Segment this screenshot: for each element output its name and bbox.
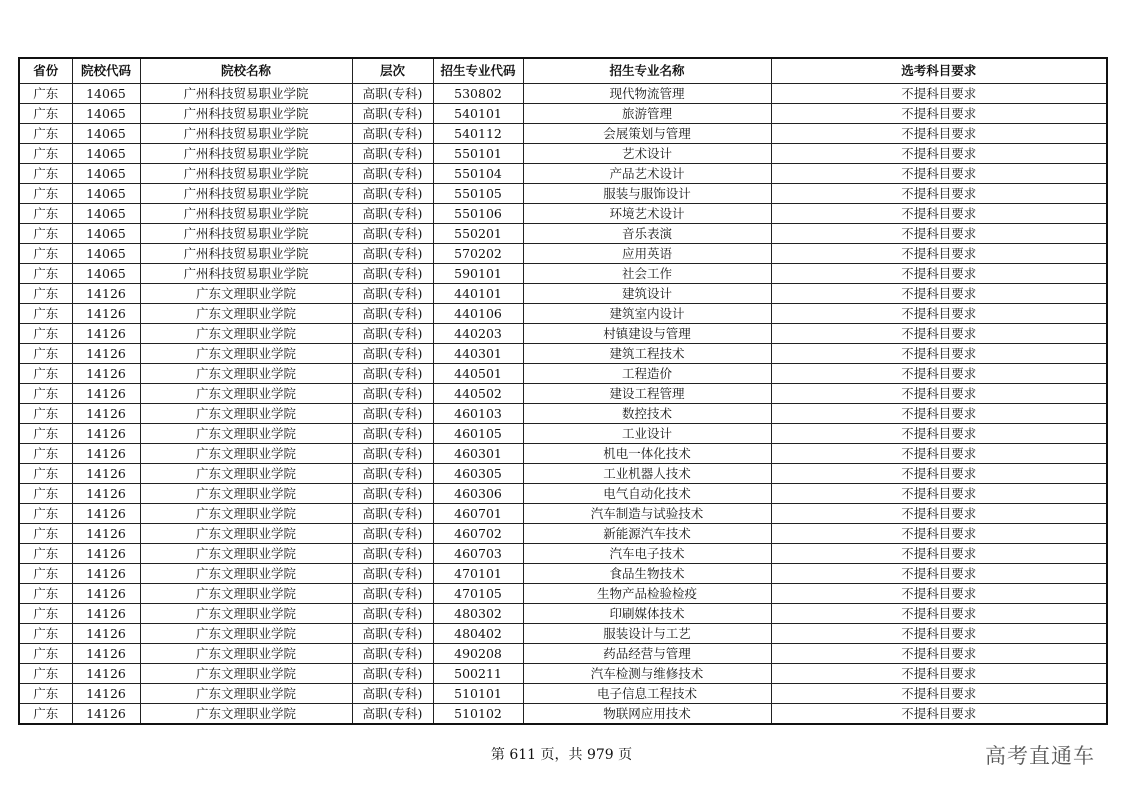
cell-school-name: 广东文理职业学院 (140, 364, 352, 384)
cell-school-code: 14065 (72, 224, 140, 244)
cell-major-name: 印刷媒体技术 (523, 604, 771, 624)
cell-school-code: 14126 (72, 464, 140, 484)
cell-major-name: 药品经营与管理 (523, 644, 771, 664)
cell-major-name: 物联网应用技术 (523, 704, 771, 725)
cell-school-code: 14126 (72, 564, 140, 584)
table-row (19, 224, 1107, 244)
cell-major-code: 470105 (433, 584, 523, 604)
cell-province: 广东 (19, 604, 72, 624)
cell-major-name: 应用英语 (523, 244, 771, 264)
cell-province: 广东 (19, 664, 72, 684)
cell-major-code: 590101 (433, 264, 523, 284)
cell-major-code: 460105 (433, 424, 523, 444)
table-row (19, 304, 1107, 324)
table-row (19, 344, 1107, 364)
cell-major-name: 村镇建设与管理 (523, 324, 771, 344)
table-header (19, 58, 1107, 84)
cell-major-code: 550105 (433, 184, 523, 204)
table-row (19, 464, 1107, 484)
cell-province: 广东 (19, 584, 72, 604)
cell-level: 高职(专科) (352, 384, 433, 404)
cell-major-code: 570202 (433, 244, 523, 264)
cell-province: 广东 (19, 144, 72, 164)
cell-province: 广东 (19, 364, 72, 384)
cell-subject-requirement: 不提科目要求 (771, 704, 1107, 725)
cell-level: 高职(专科) (352, 704, 433, 725)
cell-province: 广东 (19, 624, 72, 644)
cell-school-code: 14065 (72, 264, 140, 284)
cell-major-code: 440106 (433, 304, 523, 324)
table-body (19, 84, 1107, 725)
cell-school-code: 14065 (72, 84, 140, 104)
header-major-name: 招生专业名称 (523, 58, 771, 84)
cell-province: 广东 (19, 264, 72, 284)
cell-school-name: 广东文理职业学院 (140, 444, 352, 464)
cell-level: 高职(专科) (352, 124, 433, 144)
cell-major-code: 480402 (433, 624, 523, 644)
cell-level: 高职(专科) (352, 644, 433, 664)
table-row (19, 364, 1107, 384)
cell-province: 广东 (19, 444, 72, 464)
cell-school-code: 14126 (72, 584, 140, 604)
cell-level: 高职(专科) (352, 224, 433, 244)
cell-major-name: 会展策划与管理 (523, 124, 771, 144)
table-row (19, 144, 1107, 164)
cell-school-code: 14126 (72, 424, 140, 444)
cell-school-code: 14126 (72, 644, 140, 664)
table-row (19, 264, 1107, 284)
cell-school-name: 广东文理职业学院 (140, 324, 352, 344)
admission-table-container (18, 57, 1106, 725)
cell-major-name: 食品生物技术 (523, 564, 771, 584)
cell-province: 广东 (19, 704, 72, 725)
cell-subject-requirement: 不提科目要求 (771, 284, 1107, 304)
cell-school-name: 广州科技贸易职业学院 (140, 144, 352, 164)
cell-level: 高职(专科) (352, 404, 433, 424)
cell-school-code: 14065 (72, 144, 140, 164)
cell-subject-requirement: 不提科目要求 (771, 264, 1107, 284)
cell-major-name: 数控技术 (523, 404, 771, 424)
cell-major-code: 550101 (433, 144, 523, 164)
admission-table (18, 57, 1108, 725)
cell-subject-requirement: 不提科目要求 (771, 344, 1107, 364)
cell-major-name: 社会工作 (523, 264, 771, 284)
header-major-code: 招生专业代码 (433, 58, 523, 84)
cell-school-name: 广东文理职业学院 (140, 644, 352, 664)
cell-subject-requirement: 不提科目要求 (771, 644, 1107, 664)
cell-province: 广东 (19, 124, 72, 144)
cell-subject-requirement: 不提科目要求 (771, 124, 1107, 144)
cell-major-name: 电气自动化技术 (523, 484, 771, 504)
table-row (19, 284, 1107, 304)
cell-school-name: 广东文理职业学院 (140, 504, 352, 524)
cell-level: 高职(专科) (352, 164, 433, 184)
cell-school-code: 14126 (72, 624, 140, 644)
cell-level: 高职(专科) (352, 304, 433, 324)
cell-school-code: 14065 (72, 124, 140, 144)
cell-level: 高职(专科) (352, 564, 433, 584)
table-row (19, 184, 1107, 204)
cell-school-name: 广东文理职业学院 (140, 524, 352, 544)
table-row (19, 404, 1107, 424)
cell-level: 高职(专科) (352, 344, 433, 364)
cell-subject-requirement: 不提科目要求 (771, 244, 1107, 264)
cell-major-code: 550201 (433, 224, 523, 244)
cell-level: 高职(专科) (352, 684, 433, 704)
cell-level: 高职(专科) (352, 104, 433, 124)
cell-major-name: 产品艺术设计 (523, 164, 771, 184)
cell-school-name: 广州科技贸易职业学院 (140, 204, 352, 224)
cell-school-code: 14126 (72, 504, 140, 524)
cell-subject-requirement: 不提科目要求 (771, 364, 1107, 384)
cell-major-code: 530802 (433, 84, 523, 104)
cell-level: 高职(专科) (352, 444, 433, 464)
cell-major-name: 汽车电子技术 (523, 544, 771, 564)
cell-subject-requirement: 不提科目要求 (771, 664, 1107, 684)
cell-major-code: 460703 (433, 544, 523, 564)
cell-level: 高职(专科) (352, 664, 433, 684)
cell-level: 高职(专科) (352, 324, 433, 344)
cell-school-name: 广东文理职业学院 (140, 604, 352, 624)
cell-subject-requirement: 不提科目要求 (771, 104, 1107, 124)
cell-subject-requirement: 不提科目要求 (771, 684, 1107, 704)
cell-province: 广东 (19, 684, 72, 704)
cell-major-code: 460701 (433, 504, 523, 524)
cell-school-name: 广东文理职业学院 (140, 564, 352, 584)
cell-school-code: 14065 (72, 244, 140, 264)
cell-province: 广东 (19, 404, 72, 424)
cell-major-code: 440301 (433, 344, 523, 364)
cell-school-code: 14126 (72, 364, 140, 384)
cell-province: 广东 (19, 84, 72, 104)
cell-level: 高职(专科) (352, 524, 433, 544)
cell-subject-requirement: 不提科目要求 (771, 424, 1107, 444)
cell-school-code: 14126 (72, 344, 140, 364)
cell-subject-requirement: 不提科目要求 (771, 624, 1107, 644)
cell-province: 广东 (19, 464, 72, 484)
cell-major-name: 工程造价 (523, 364, 771, 384)
table-row (19, 164, 1107, 184)
header-province: 省份 (19, 58, 72, 84)
table-row (19, 444, 1107, 464)
cell-subject-requirement: 不提科目要求 (771, 504, 1107, 524)
table-row (19, 204, 1107, 224)
cell-major-name: 汽车制造与试验技术 (523, 504, 771, 524)
cell-subject-requirement: 不提科目要求 (771, 224, 1107, 244)
cell-school-name: 广东文理职业学院 (140, 544, 352, 564)
cell-major-name: 工业设计 (523, 424, 771, 444)
table-row (19, 384, 1107, 404)
cell-school-code: 14126 (72, 324, 140, 344)
cell-subject-requirement: 不提科目要求 (771, 464, 1107, 484)
cell-major-name: 音乐表演 (523, 224, 771, 244)
cell-school-name: 广东文理职业学院 (140, 404, 352, 424)
cell-level: 高职(专科) (352, 604, 433, 624)
cell-school-code: 14126 (72, 664, 140, 684)
cell-level: 高职(专科) (352, 624, 433, 644)
cell-school-code: 14126 (72, 284, 140, 304)
table-row (19, 84, 1107, 104)
cell-subject-requirement: 不提科目要求 (771, 384, 1107, 404)
cell-subject-requirement: 不提科目要求 (771, 484, 1107, 504)
cell-major-code: 510101 (433, 684, 523, 704)
cell-level: 高职(专科) (352, 504, 433, 524)
cell-school-name: 广州科技贸易职业学院 (140, 124, 352, 144)
cell-province: 广东 (19, 164, 72, 184)
cell-province: 广东 (19, 224, 72, 244)
table-row (19, 584, 1107, 604)
cell-province: 广东 (19, 524, 72, 544)
table-row (19, 644, 1107, 664)
cell-subject-requirement: 不提科目要求 (771, 444, 1107, 464)
cell-school-code: 14065 (72, 104, 140, 124)
cell-major-code: 540101 (433, 104, 523, 124)
cell-province: 广东 (19, 384, 72, 404)
cell-school-name: 广州科技贸易职业学院 (140, 164, 352, 184)
header-school-name: 院校名称 (140, 58, 352, 84)
header-school-code: 院校代码 (72, 58, 140, 84)
cell-school-code: 14126 (72, 684, 140, 704)
cell-major-name: 工业机器人技术 (523, 464, 771, 484)
cell-major-code: 500211 (433, 664, 523, 684)
cell-school-name: 广东文理职业学院 (140, 384, 352, 404)
cell-subject-requirement: 不提科目要求 (771, 324, 1107, 344)
watermark-logo: 高考直通车 (985, 744, 1095, 768)
cell-subject-requirement: 不提科目要求 (771, 184, 1107, 204)
cell-subject-requirement: 不提科目要求 (771, 204, 1107, 224)
cell-school-name: 广东文理职业学院 (140, 344, 352, 364)
cell-major-name: 电子信息工程技术 (523, 684, 771, 704)
cell-school-code: 14126 (72, 544, 140, 564)
cell-major-code: 440203 (433, 324, 523, 344)
cell-school-name: 广东文理职业学院 (140, 484, 352, 504)
table-row (19, 564, 1107, 584)
cell-school-name: 广州科技贸易职业学院 (140, 224, 352, 244)
cell-school-code: 14126 (72, 524, 140, 544)
cell-school-code: 14126 (72, 384, 140, 404)
table-row (19, 624, 1107, 644)
cell-level: 高职(专科) (352, 464, 433, 484)
cell-province: 广东 (19, 184, 72, 204)
cell-major-code: 440501 (433, 364, 523, 384)
cell-school-name: 广州科技贸易职业学院 (140, 264, 352, 284)
cell-school-name: 广东文理职业学院 (140, 664, 352, 684)
cell-province: 广东 (19, 504, 72, 524)
cell-school-name: 广州科技贸易职业学院 (140, 184, 352, 204)
cell-major-name: 服装设计与工艺 (523, 624, 771, 644)
cell-major-name: 服装与服饰设计 (523, 184, 771, 204)
cell-level: 高职(专科) (352, 584, 433, 604)
cell-major-code: 510102 (433, 704, 523, 725)
header-subject-requirement: 选考科目要求 (771, 58, 1107, 84)
cell-major-code: 460702 (433, 524, 523, 544)
cell-subject-requirement: 不提科目要求 (771, 84, 1107, 104)
table-row (19, 664, 1107, 684)
cell-major-name: 旅游管理 (523, 104, 771, 124)
cell-major-code: 480302 (433, 604, 523, 624)
table-row (19, 704, 1107, 725)
cell-school-code: 14126 (72, 484, 140, 504)
table-row (19, 524, 1107, 544)
table-row (19, 244, 1107, 264)
cell-major-code: 440502 (433, 384, 523, 404)
cell-school-name: 广州科技贸易职业学院 (140, 244, 352, 264)
cell-school-code: 14126 (72, 304, 140, 324)
cell-subject-requirement: 不提科目要求 (771, 404, 1107, 424)
cell-subject-requirement: 不提科目要求 (771, 604, 1107, 624)
cell-school-name: 广东文理职业学院 (140, 624, 352, 644)
cell-province: 广东 (19, 244, 72, 264)
cell-level: 高职(专科) (352, 144, 433, 164)
table-row (19, 544, 1107, 564)
cell-major-code: 460306 (433, 484, 523, 504)
page-number: 第 611 页，共 979 页 (490, 747, 633, 763)
cell-level: 高职(专科) (352, 244, 433, 264)
cell-major-code: 460301 (433, 444, 523, 464)
cell-level: 高职(专科) (352, 484, 433, 504)
cell-subject-requirement: 不提科目要求 (771, 524, 1107, 544)
cell-major-code: 460305 (433, 464, 523, 484)
cell-major-name: 汽车检测与维修技术 (523, 664, 771, 684)
cell-major-name: 新能源汽车技术 (523, 524, 771, 544)
cell-school-code: 14126 (72, 444, 140, 464)
cell-school-name: 广东文理职业学院 (140, 464, 352, 484)
cell-school-name: 广东文理职业学院 (140, 584, 352, 604)
cell-major-code: 490208 (433, 644, 523, 664)
cell-subject-requirement: 不提科目要求 (771, 564, 1107, 584)
cell-major-code: 550106 (433, 204, 523, 224)
cell-school-name: 广东文理职业学院 (140, 684, 352, 704)
cell-major-name: 建筑工程技术 (523, 344, 771, 364)
cell-province: 广东 (19, 324, 72, 344)
cell-level: 高职(专科) (352, 264, 433, 284)
header-row (19, 58, 1107, 84)
cell-major-name: 现代物流管理 (523, 84, 771, 104)
cell-level: 高职(专科) (352, 544, 433, 564)
cell-school-code: 14065 (72, 204, 140, 224)
cell-school-name: 广东文理职业学院 (140, 284, 352, 304)
cell-school-code: 14126 (72, 704, 140, 725)
cell-school-name: 广州科技贸易职业学院 (140, 104, 352, 124)
cell-major-name: 生物产品检验检疫 (523, 584, 771, 604)
cell-major-name: 机电一体化技术 (523, 444, 771, 464)
table-row (19, 104, 1107, 124)
cell-level: 高职(专科) (352, 204, 433, 224)
cell-major-code: 460103 (433, 404, 523, 424)
cell-province: 广东 (19, 204, 72, 224)
cell-level: 高职(专科) (352, 284, 433, 304)
cell-province: 广东 (19, 644, 72, 664)
cell-school-code: 14126 (72, 404, 140, 424)
cell-major-name: 环境艺术设计 (523, 204, 771, 224)
cell-subject-requirement: 不提科目要求 (771, 584, 1107, 604)
cell-school-name: 广东文理职业学院 (140, 424, 352, 444)
cell-province: 广东 (19, 484, 72, 504)
table-row (19, 124, 1107, 144)
cell-province: 广东 (19, 424, 72, 444)
cell-province: 广东 (19, 344, 72, 364)
table-row (19, 484, 1107, 504)
cell-major-name: 艺术设计 (523, 144, 771, 164)
table-row (19, 424, 1107, 444)
table-row (19, 684, 1107, 704)
cell-major-name: 建筑室内设计 (523, 304, 771, 324)
cell-subject-requirement: 不提科目要求 (771, 304, 1107, 324)
cell-school-name: 广州科技贸易职业学院 (140, 84, 352, 104)
cell-province: 广东 (19, 104, 72, 124)
header-level: 层次 (352, 58, 433, 84)
cell-province: 广东 (19, 564, 72, 584)
cell-school-code: 14065 (72, 164, 140, 184)
table-row (19, 324, 1107, 344)
table-row (19, 604, 1107, 624)
cell-subject-requirement: 不提科目要求 (771, 144, 1107, 164)
cell-school-name: 广东文理职业学院 (140, 704, 352, 725)
cell-major-name: 建筑设计 (523, 284, 771, 304)
cell-level: 高职(专科) (352, 424, 433, 444)
cell-major-code: 550104 (433, 164, 523, 184)
cell-province: 广东 (19, 304, 72, 324)
cell-subject-requirement: 不提科目要求 (771, 164, 1107, 184)
cell-major-code: 540112 (433, 124, 523, 144)
cell-major-code: 440101 (433, 284, 523, 304)
cell-province: 广东 (19, 544, 72, 564)
cell-school-name: 广东文理职业学院 (140, 304, 352, 324)
table-row (19, 504, 1107, 524)
cell-major-name: 建设工程管理 (523, 384, 771, 404)
cell-subject-requirement: 不提科目要求 (771, 544, 1107, 564)
cell-school-code: 14126 (72, 604, 140, 624)
cell-level: 高职(专科) (352, 184, 433, 204)
cell-school-code: 14065 (72, 184, 140, 204)
cell-level: 高职(专科) (352, 364, 433, 384)
cell-major-code: 470101 (433, 564, 523, 584)
cell-province: 广东 (19, 284, 72, 304)
cell-level: 高职(专科) (352, 84, 433, 104)
